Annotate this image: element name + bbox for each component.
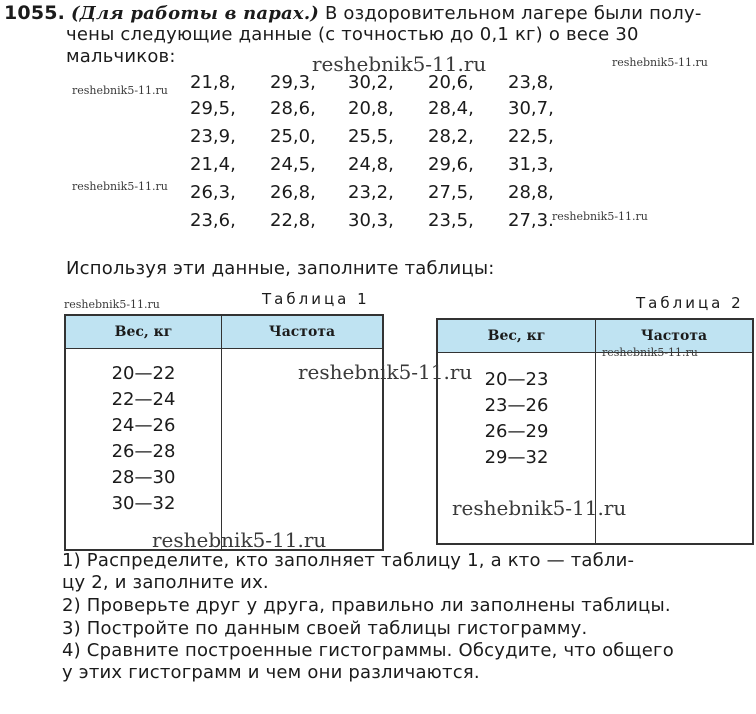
data-value: 26,8, — [270, 182, 316, 203]
watermark: reshebnik5-11.ru — [312, 52, 487, 76]
data-value: 28,8, — [508, 182, 554, 203]
data-value: 27,3. — [508, 210, 554, 231]
weight-range: 23—26 — [484, 395, 549, 416]
watermark: reshebnik5-11.ru — [602, 346, 698, 359]
data-value: 28,6, — [270, 98, 316, 119]
data-value: 24,5, — [270, 154, 316, 175]
data-value: 25,5, — [348, 126, 394, 147]
weight-range: 20—22 — [111, 363, 176, 384]
data-value: 22,5, — [508, 126, 554, 147]
data-value: 23,6, — [190, 210, 236, 231]
weight-range: 29—32 — [484, 447, 549, 468]
watermark: reshebnik5-11.ru — [452, 496, 627, 520]
data-value: 28,4, — [428, 98, 474, 119]
weight-range: 20—23 — [484, 369, 549, 390]
problem-text-2: чены следующие данные (с точностью до 0,1 кг) о весе 30 — [66, 24, 639, 45]
data-value: 30,7, — [508, 98, 554, 119]
watermark: reshebnik5-11.ru — [64, 298, 160, 311]
weight-range: 26—29 — [484, 421, 549, 442]
data-value: 30,3, — [348, 210, 394, 231]
problem-number: 1055. — [4, 2, 66, 24]
task-1-line-1: 1) Распределите, кто заполняет таблицу 1, а кто — табли- — [62, 550, 635, 571]
weight-range: 30—32 — [111, 493, 176, 514]
watermark: reshebnik5-11.ru — [612, 56, 708, 69]
data-value: 25,0, — [270, 126, 316, 147]
table2-header-weight: Вес, кг — [437, 319, 596, 353]
task-1-line-2: цу 2, и заполните их. — [62, 572, 269, 593]
data-value: 23,5, — [428, 210, 474, 231]
weight-range: 28—30 — [111, 467, 176, 488]
task-2: 2) Проверьте друг у друга, правильно ли заполнены таблицы. — [62, 595, 671, 616]
watermark: reshebnik5-11.ru — [72, 84, 168, 97]
weight-range: 26—28 — [111, 441, 176, 462]
data-value: 31,3, — [508, 154, 554, 175]
problem-text-1: В оздоровительном лагере были полу- — [324, 3, 702, 24]
table1-caption: Таблица 1 — [262, 290, 370, 308]
task-4-line-2: у этих гистограмм и чем они различаются. — [62, 662, 480, 683]
task-3: 3) Постройте по данным своей таблицы гистограмму. — [62, 618, 588, 639]
weight-range: 22—24 — [111, 389, 176, 410]
data-value: 29,5, — [190, 98, 236, 119]
problem-note: (Для работы в парах.) — [71, 3, 320, 24]
watermark: reshebnik5-11.ru — [298, 360, 473, 384]
data-value: 24,8, — [348, 154, 394, 175]
watermark: reshebnik5-11.ru — [152, 528, 327, 552]
task-4-line-1: 4) Сравните построенные гистограммы. Обсудите, что общего — [62, 640, 674, 661]
data-value: 23,2, — [348, 182, 394, 203]
data-value: 29,6, — [428, 154, 474, 175]
table2-caption: Таблица 2 — [636, 294, 744, 312]
watermark: reshebnik5-11.ru — [72, 180, 168, 193]
table2-header-frequency: Частота — [596, 319, 754, 353]
data-value: 21,4, — [190, 154, 236, 175]
data-value: 21,8, — [190, 72, 236, 93]
data-value: 20,8, — [348, 98, 394, 119]
data-value: 26,3, — [190, 182, 236, 203]
table1-weight-cell — [65, 349, 222, 551]
data-value: 20,6, — [428, 72, 474, 93]
data-value: 27,5, — [428, 182, 474, 203]
table1-header-weight: Вес, кг — [65, 315, 222, 349]
data-value: 23,8, — [508, 72, 554, 93]
problem-header-line-1 — [4, 2, 702, 25]
data-value: 30,2, — [348, 72, 394, 93]
problem-text-3: мальчиков: — [66, 46, 176, 67]
data-value: 22,8, — [270, 210, 316, 231]
table1-header-frequency: Частота — [222, 315, 384, 349]
data-value: 28,2, — [428, 126, 474, 147]
data-value: 23,9, — [190, 126, 236, 147]
watermark: reshebnik5-11.ru — [552, 210, 648, 223]
weight-range: 24—26 — [111, 415, 176, 436]
data-value: 29,3, — [270, 72, 316, 93]
instruction-text: Используя эти данные, заполните таблицы: — [66, 258, 495, 279]
table-1 — [64, 314, 384, 551]
